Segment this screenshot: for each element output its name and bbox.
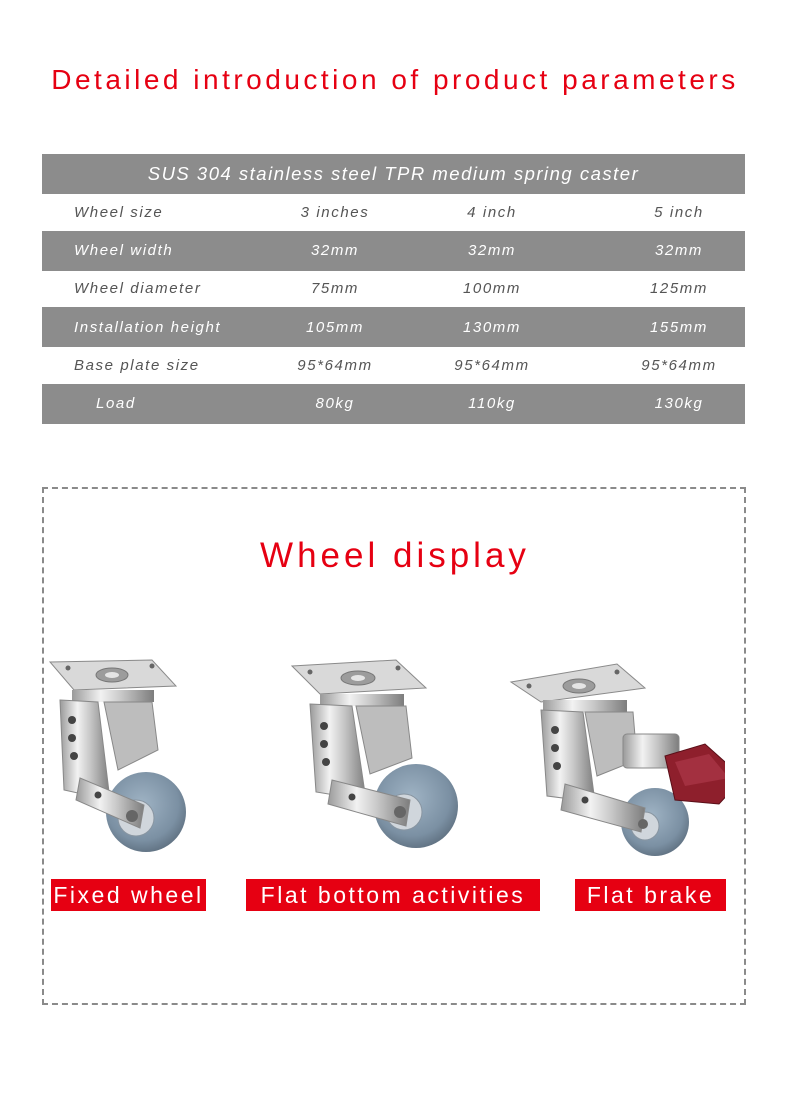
spec-table xyxy=(42,154,745,424)
cell-4-inch: 130mm xyxy=(462,318,522,336)
row-label: Installation height xyxy=(74,318,222,336)
cell-4-inch: 32mm xyxy=(467,242,517,259)
table-row xyxy=(42,194,745,231)
row-label: Wheel width xyxy=(74,242,174,259)
cell-5-inch: 95*64mm xyxy=(641,356,717,374)
cell-3-inch: 105mm xyxy=(305,318,365,336)
row-label: Wheel size xyxy=(74,203,164,221)
cell-3-inch: 32mm xyxy=(310,242,360,259)
row-label: Load xyxy=(96,395,136,412)
flat-bottom-activities-caption: Flat bottom activities xyxy=(246,879,540,911)
table-row xyxy=(42,347,745,384)
cell-5-inch: 155mm xyxy=(649,318,709,336)
flat-brake-caption: Flat brake xyxy=(575,879,726,911)
fixed-wheel-caster-image xyxy=(40,650,260,865)
wheel-display-title: Wheel display xyxy=(260,536,530,575)
table-row xyxy=(42,384,745,424)
cell-5-inch: 130kg xyxy=(654,395,704,412)
page-title: Detailed introduction of product parameters xyxy=(51,64,739,95)
table-row xyxy=(42,231,745,271)
cell-3-inch: 95*64mm xyxy=(297,356,373,374)
table-row xyxy=(42,307,745,347)
cell-3-inch: 75mm xyxy=(310,280,360,298)
cell-5-inch: 125mm xyxy=(649,280,709,298)
table-header: SUS 304 stainless steel TPR medium spring caster xyxy=(42,154,745,194)
cell-3-inch: 80kg xyxy=(315,395,355,412)
row-label: Base plate size xyxy=(74,356,200,374)
flat-bottom-activities-caster-image xyxy=(280,650,500,865)
flat-brake-caster-image xyxy=(505,650,725,865)
cell-3-inch: 3 inches xyxy=(300,203,370,221)
fixed-wheel-caption: Fixed wheel xyxy=(51,879,206,911)
cell-5-inch: 32mm xyxy=(654,242,704,259)
cell-4-inch: 4 inch xyxy=(467,203,517,221)
cell-4-inch: 110kg xyxy=(468,395,516,412)
cell-4-inch: 100mm xyxy=(462,280,522,298)
cell-4-inch: 95*64mm xyxy=(454,356,530,374)
table-row xyxy=(42,271,745,308)
row-label: Wheel diameter xyxy=(74,280,202,298)
cell-5-inch: 5 inch xyxy=(654,203,704,221)
